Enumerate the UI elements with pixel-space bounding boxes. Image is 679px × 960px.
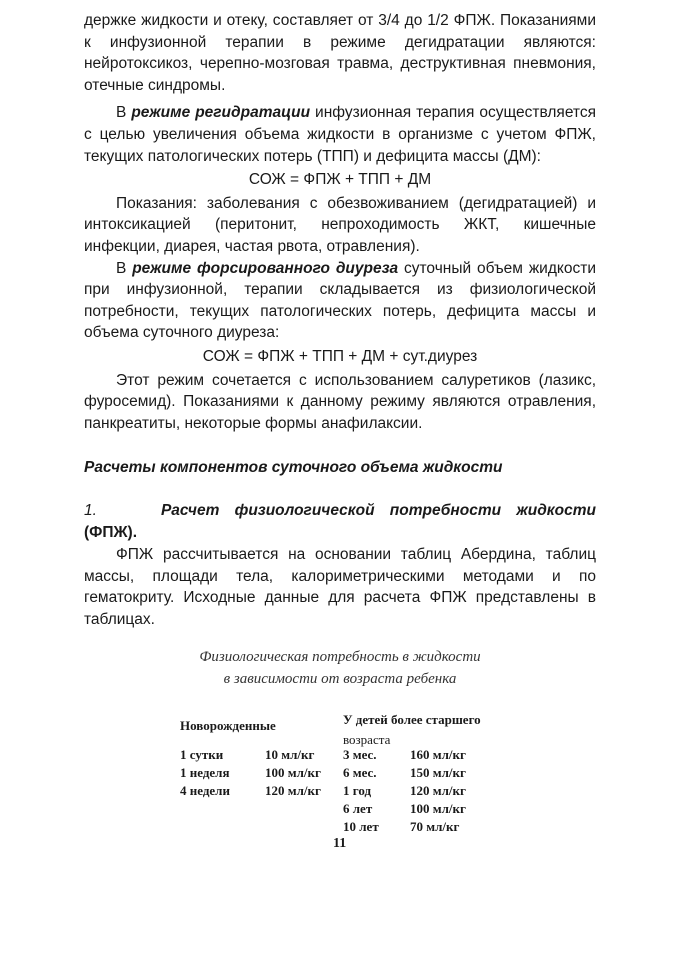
table-cell: 6 мес. [343, 765, 377, 780]
table-cell: 100 мл/кг [265, 765, 321, 780]
table-cell: 4 недели [180, 783, 230, 798]
paragraph-dehydration-indications: держке жидкости и отеку, составляет от 3/4 до 1/2 ФПЖ. Показаниями к инфузионной терапии в режиме дегидратации являются: нейротоксикоз, черепно-мозговая травма, деструктивная пневмония, отечные синдромы. [84, 12, 596, 94]
table-caption: Физиологическая потребность в жидкости в зависимости от возраста ребенка [199, 649, 481, 687]
subsection-heading [84, 500, 596, 543]
paragraph-fpzh-calculation: ФПЖ рассчитывается на основании таблиц Абердина, таблиц массы, площади тела, калориметрическими методами и по гематокриту. Исходные данные для расчета ФПЖ представлены в таблицах. [84, 546, 596, 628]
term-forced-diuresis: режиме форсированного диуреза [132, 259, 399, 277]
table-cell: 6 лет [343, 801, 373, 816]
formula-forced-diuresis: СОЖ = ФПЖ + ТПП + ДМ + сут.диурез [202, 347, 478, 365]
table-right-header: У детей более старшего возраста [343, 712, 481, 747]
table-cell: 120 мл/кг [265, 783, 321, 798]
table-cell: 120 мл/кг [410, 783, 466, 798]
paragraph-rehydration: В режиме регидратации инфузионная терапия осуществляется с целью увеличения объема жидкости в организме с учетом ФПЖ, текущих патологических потерь (ТПП) и дефицита массы (ДМ): [84, 104, 596, 165]
table-left-ages [180, 746, 230, 800]
section-heading: Расчеты компонентов суточного объема жидкости [84, 459, 503, 476]
body-text-bottom [84, 544, 596, 630]
table-cell: 1 год [343, 783, 372, 798]
body-text-top [84, 10, 596, 434]
table-cell: 100 мл/кг [410, 801, 466, 816]
table-cell: 70 мл/кг [410, 819, 460, 834]
subsection-title: Расчет физиологической потребности жидкости [160, 502, 596, 519]
table-left-values [265, 746, 321, 800]
table-right-values [410, 746, 466, 836]
paragraph-rehydration-indications: Показания: заболевания с обезвоживанием (дегидратацией) и интоксикацией (перитонит, непроходимость ЖКТ, кишечные инфекции, диарея, частая рвота, отравления). [84, 194, 596, 255]
page-number: 11 [333, 836, 347, 851]
table-cell: 10 мл/кг [265, 747, 315, 762]
table-cell: 10 лет [343, 819, 379, 834]
subsection-number: 1. [84, 502, 97, 519]
table-cell: 1 неделя [180, 765, 230, 780]
table-cell: 150 мл/кг [410, 765, 466, 780]
formula-rehydration: СОЖ = ФПЖ + ТПП + ДМ [248, 171, 432, 189]
paragraph-forced-diuresis: В режиме форсированного диуреза суточный объем жидкости при инфузионной, терапии складывается из физиологической потребности, текущих патологических потерь, дефицита массы и объема суточного диуреза: [84, 259, 596, 342]
table-left-header: Новорожденные [180, 718, 276, 733]
table-cell: 1 сутки [180, 747, 224, 762]
table-right-ages [343, 746, 379, 836]
table-cell: 160 мл/кг [410, 747, 466, 762]
subsection-abbrev: (ФПЖ). [84, 523, 138, 541]
table-cell: 3 мес. [343, 747, 377, 762]
paragraph-forced-diuresis-indications: Этот режим сочетается с использованием салуретиков (лазикс, фуросемид). Показаниями к данному режиму являются отравления, панкреатиты, некоторые формы анафилаксии. [84, 371, 596, 432]
term-rehydration: режиме регидратации [131, 104, 311, 122]
